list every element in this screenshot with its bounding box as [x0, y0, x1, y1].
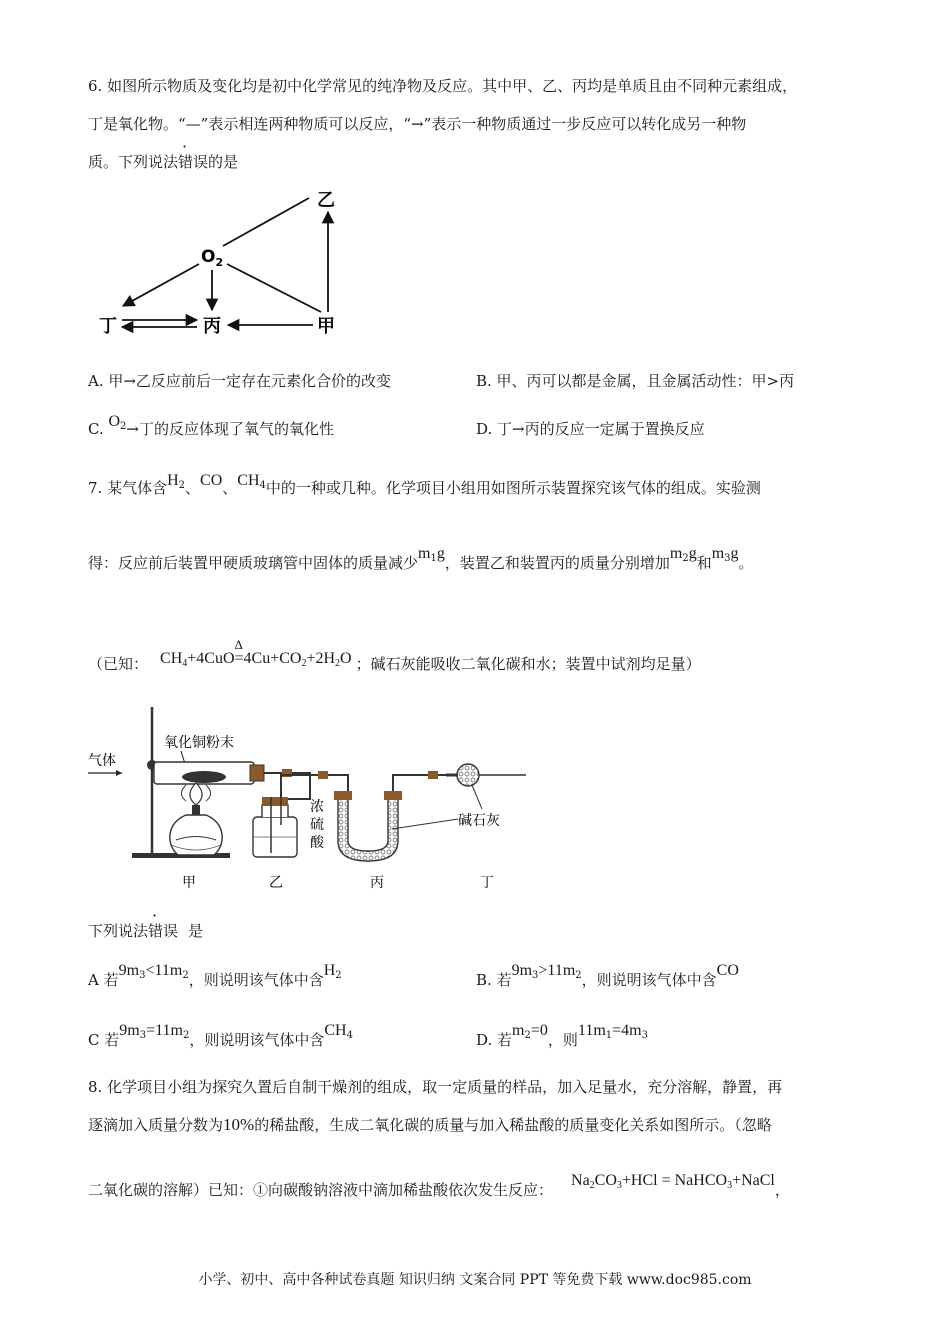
label-bing: 丙: [370, 875, 384, 891]
node-bing: 丙: [203, 316, 221, 337]
flame: [190, 783, 202, 805]
known-equation: $CH_4+4CuO$ Δ $=4Cu+CO_2+2H_2O$: [160, 637, 352, 669]
label-ding: 丁: [480, 875, 494, 891]
line-o2-jia: [227, 264, 321, 312]
q6-option-d[interactable]: D. 丁→丙的反应一定属于置换反应: [476, 420, 705, 438]
q6-line-3: 质。下列说法错误的是: [88, 153, 239, 171]
label-acid-1: 浓: [310, 799, 324, 815]
emphasis-dots: 错误: [178, 153, 209, 171]
q6-option-b[interactable]: B. 甲、丙可以都是金属，且金属活动性：甲>丙: [476, 372, 795, 390]
node-ding: 丁: [99, 316, 117, 337]
ding-drying-tube: [457, 764, 479, 786]
label-jia: 甲: [182, 875, 196, 891]
q8-line-1: 8. 化学项目小组为探究久置后自制干燥剂的组成，取一定质量的样品，加入足量水，充分溶解，静置，再: [88, 1078, 783, 1096]
q6-line-1: 6. 如图所示物质及变化均是初中化学常见的纯净物及反应。其中甲、乙、丙均是单质且由不同种元素组成，: [88, 77, 798, 95]
label-yi: 乙: [269, 875, 283, 891]
q8-line-3: 二氧化碳的溶解）已知：①向碳酸钠溶液中滴加稀盐酸依次发生反应：$Na_2CO_3+HCl$ = NaHCO$_3$+NaCl，: [88, 1172, 790, 1199]
label-gas: 气体: [88, 753, 116, 769]
label-soda-lime: 碱石灰: [458, 813, 500, 829]
node-yi: 乙: [317, 190, 335, 211]
q7-known-note: （已知： $CH_4+4CuO$ Δ $=4Cu+CO_2+2H_2O$ ；碱石灰能吸收二氧化碳和水；装置中试剂均足量）: [88, 637, 701, 673]
q6-line-2: 丁是氧化物。“—”表示相连两种物质可以反应，“→”表示一种物质通过一步反应可以转化成另一种物: [88, 115, 747, 133]
node-jia: 甲: [317, 316, 335, 337]
alcohol-lamp: [170, 815, 222, 855]
q7-option-d[interactable]: D. 若$m^2=0$，则$11m^1=4m^3$: [476, 1022, 648, 1049]
label-cuo: 氧化铜粉末: [164, 735, 234, 751]
q7-line-1: 7. 某气体含$H^2$、CO、$CH^4$中的一种或几种。化学项目小组用如图所示装置探究该气体的组成。实验测: [88, 472, 761, 497]
q7-apparatus-diagram: [86, 705, 536, 895]
q7-option-c[interactable]: C 若$9m^3=11m^2$，则说明该气体中含$CH^4$: [88, 1022, 353, 1049]
line-o2-yi: [223, 198, 309, 246]
node-o2: $O_2$: [201, 247, 224, 269]
q7-line-2: 得：反应前后装置甲硬质玻璃管中固体的质量减少$m^1g$，装置乙和装置丙的质量分别增加$m^2g$和$m^3g$。: [88, 545, 754, 572]
bing-u-tube: [338, 799, 398, 861]
arrow-o2-ding: [123, 264, 199, 306]
label-acid-3: 酸: [310, 835, 324, 851]
q8-line-2: 逐滴加入质量分数为10%的稀盐酸，生成二氧化碳的质量与加入稀盐酸的质量变化关系如图所示。（忽略: [88, 1115, 772, 1134]
q8-equation: $Na_2CO_3+HCl$ = NaHCO$_3$+NaCl: [571, 1172, 775, 1191]
q7-option-b[interactable]: B. 若$9m^3>11m^2$，则说明该气体中含CO: [476, 962, 739, 989]
cuo-powder: [182, 771, 226, 783]
q6-option-a[interactable]: A. 甲→乙反应前后一定存在元素化合价的改变: [88, 372, 391, 390]
q6-relation-diagram: [95, 180, 355, 340]
label-acid-2: 硫: [310, 817, 324, 833]
q6-option-c[interactable]: C. $O^2\to$丁的反应体现了氧气的氧化性: [88, 413, 334, 438]
q7-option-a[interactable]: A 若$9m^3<11m^2$，则说明该气体中含$H^2$: [88, 962, 342, 989]
q7-stem: 下列说法错误 是: [88, 922, 204, 940]
page-footer: 小学、初中、高中各种试卷真题 知识归纳 文案合同 PPT 等免费下载 www.doc985.com: [198, 1272, 752, 1288]
emphasis-dots: 错误: [148, 922, 179, 940]
